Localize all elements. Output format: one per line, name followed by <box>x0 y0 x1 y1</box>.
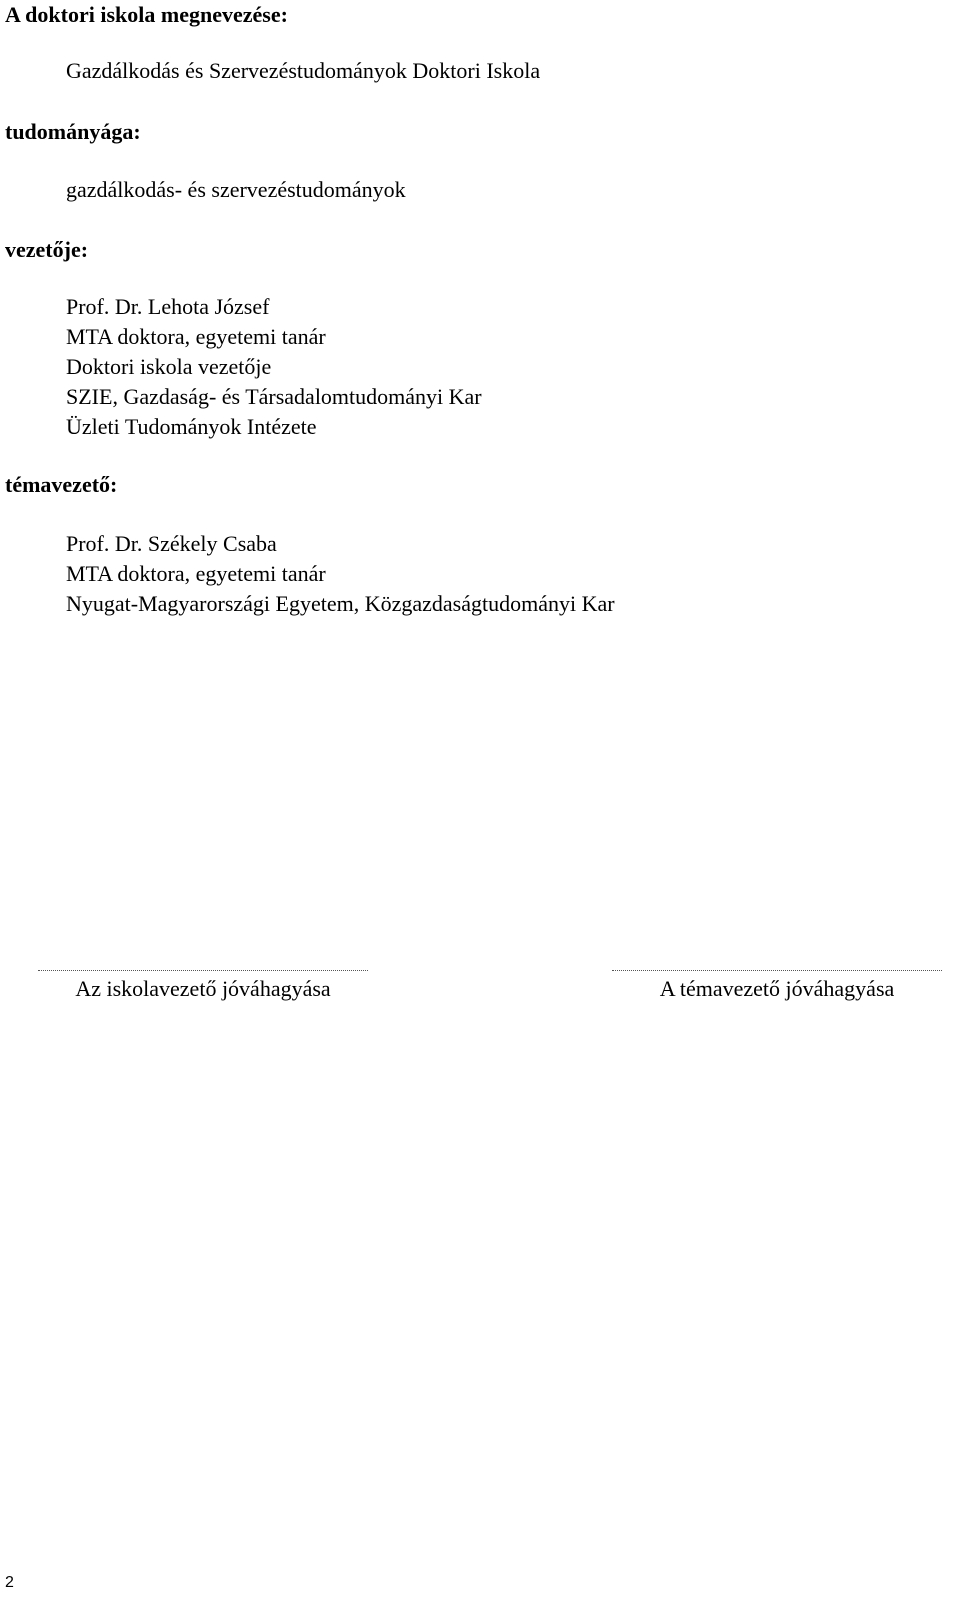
school-head-approval-label: Az iskolavezető jóváhagyása <box>75 976 331 1001</box>
supervisor-details <box>66 529 615 619</box>
supervisor-name: Prof. Dr. Székely Csaba <box>66 531 277 556</box>
head-role: Doktori iskola vezetője <box>66 354 272 379</box>
school-head-signature <box>38 970 368 1003</box>
head-faculty: SZIE, Gazdaság- és Társadalomtudományi Kar <box>66 384 482 409</box>
signature-line <box>612 970 942 971</box>
doctoral-school-name: Gazdálkodás és Szervezéstudományok Doktori Iskola <box>66 58 541 83</box>
head-label: vezetője: <box>5 237 89 262</box>
supervisor-signature <box>612 970 942 1003</box>
supervisor-affiliation: Nyugat-Magyarországi Egyetem, Közgazdaságtudományi Kar <box>66 591 615 616</box>
head-title: MTA doktora, egyetemi tanár <box>66 324 326 349</box>
field-label: tudományága: <box>5 119 141 144</box>
supervisor-approval-label: A témavezető jóváhagyása <box>659 976 895 1001</box>
supervisor-title: MTA doktora, egyetemi tanár <box>66 561 326 586</box>
doctoral-school-label: A doktori iskola megnevezése: <box>5 2 288 27</box>
field-value: gazdálkodás- és szervezéstudományok <box>66 177 406 202</box>
head-details <box>66 292 482 442</box>
signature-line <box>38 970 368 971</box>
supervisor-label: témavezető: <box>5 472 118 497</box>
head-institute: Üzleti Tudományok Intézete <box>66 414 317 439</box>
head-name: Prof. Dr. Lehota József <box>66 294 270 319</box>
page-number: 2 <box>5 1574 14 1591</box>
